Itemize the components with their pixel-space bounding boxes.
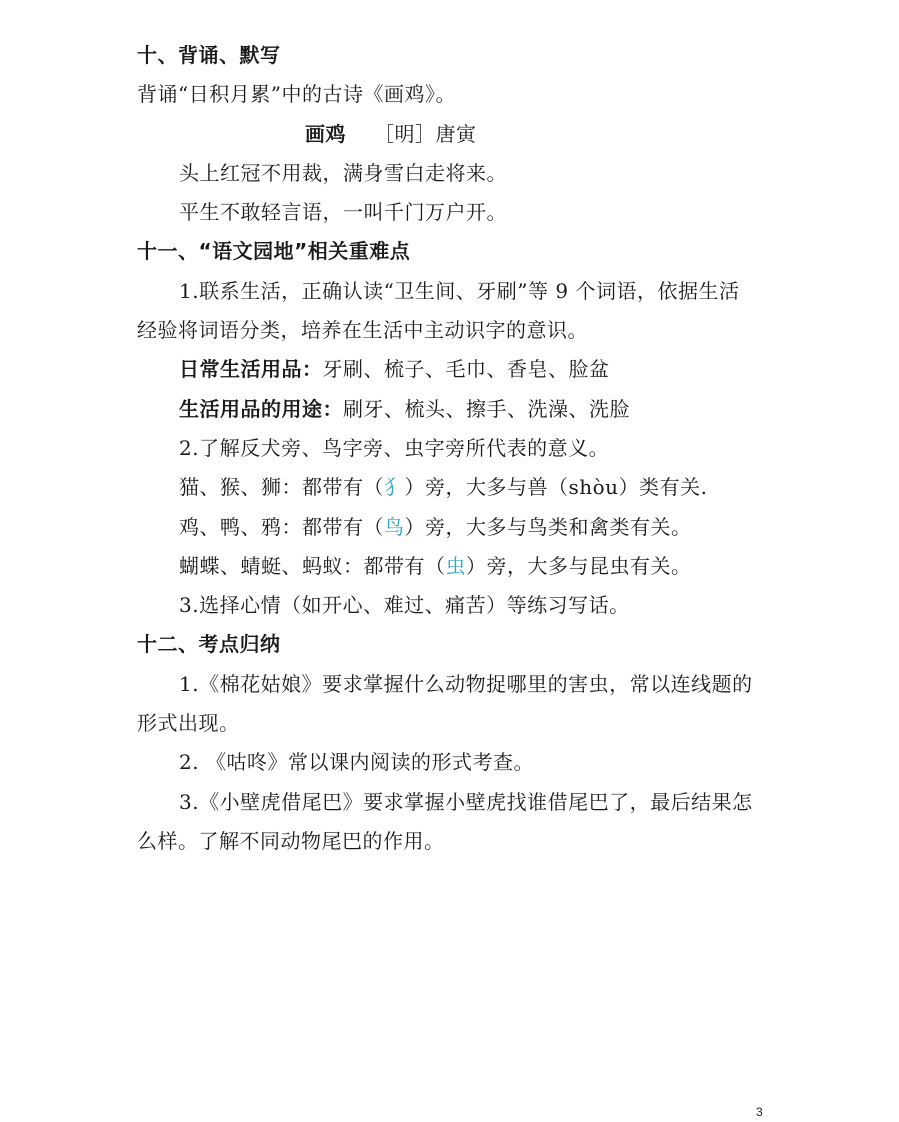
exam-point-3-line-2: 么样。了解不同动物尾巴的作用。: [137, 828, 445, 853]
radical-line-2-pre: 鸡、鸭、鸦：都带有（: [179, 514, 384, 539]
radical-line-1: [137, 468, 777, 507]
radical-line-3: [137, 547, 777, 586]
exam-point-1-line-1: 1.《棉花姑娘》要求掌握什么动物捉哪里的害虫，常以连线题的: [179, 671, 753, 696]
poem-title-line: [137, 115, 777, 154]
daily-items-line: [137, 350, 777, 389]
point-1-line-1: 1.联系生活，正确认读“卫生间、牙刷”等 9 个词语，依据生活: [179, 278, 740, 303]
section-heading-12: 十二、考点归纳: [137, 632, 281, 657]
document-page: [137, 36, 777, 861]
daily-items-label: 日常生活用品：: [179, 357, 323, 382]
poem-title: 画鸡: [305, 121, 346, 146]
section-heading-11: 十一、“语文园地”相关重难点: [137, 239, 411, 264]
radical-line-1-pre: 猫、猴、狮：都带有（: [179, 475, 384, 500]
item-uses-line: [137, 390, 777, 429]
exam-point-2: 2. 《咕咚》常以课内阅读的形式考查。: [179, 750, 534, 775]
point-1-line-2: 经验将词语分类，培养在生活中主动识字的意识。: [137, 318, 588, 343]
recite-intro: 背诵“日积月累”中的古诗《画鸡》。: [137, 82, 456, 107]
item-uses: 刷牙、梳头、擦手、洗澡、洗脸: [343, 396, 630, 421]
point-3: 3.选择心情（如开心、难过、痛苦）等练习写话。: [179, 593, 630, 618]
radical-dog: 犭: [384, 475, 405, 500]
section-heading-10: 十、背诵、默写: [137, 43, 281, 67]
radical-line-2-post: ）旁，大多与鸟类和禽类有关。: [404, 514, 692, 539]
radical-bird: 鸟: [384, 514, 405, 539]
radical-insect: 虫: [445, 553, 466, 578]
exam-point-3-line-1: 3.《小壁虎借尾巴》要求掌握小壁虎找谁借尾巴了，最后结果怎: [179, 789, 753, 814]
radical-line-2: [137, 508, 777, 547]
point-2: 2.了解反犬旁、鸟字旁、虫字旁所代表的意义。: [179, 435, 610, 460]
radical-line-3-pre: 蝴蝶、蜻蜓、蚂蚁：都带有（: [179, 553, 446, 578]
radical-line-3-post: ）旁，大多与昆虫有关。: [466, 553, 692, 578]
exam-point-1-line-2: 形式出现。: [137, 711, 240, 736]
poem-line-2: 平生不敢轻言语，一叫千门万户开。: [179, 200, 507, 225]
radical-line-1-post: ）旁，大多与兽（shòu）类有关.: [404, 475, 708, 500]
page-number: 3: [756, 1105, 763, 1119]
poem-line-1: 头上红冠不用裁，满身雪白走将来。: [179, 160, 507, 185]
daily-items: 牙刷、梳子、毛巾、香皂、脸盆: [322, 357, 610, 382]
item-uses-label: 生活用品的用途：: [179, 396, 343, 421]
poem-author: ［明］唐寅: [374, 121, 477, 146]
